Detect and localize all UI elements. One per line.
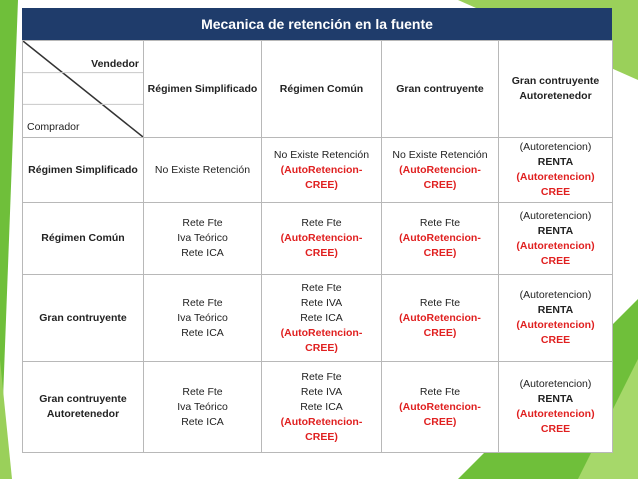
corner-cell: [23, 41, 144, 138]
cell-line: RENTA: [537, 393, 574, 405]
table-cell: [144, 138, 262, 203]
cell-line: CREE): [305, 430, 338, 443]
table-row: [23, 275, 613, 362]
header-row: [23, 41, 613, 138]
table-row: [23, 203, 613, 275]
cell-line: CREE): [305, 247, 338, 259]
cell-line: CREE): [423, 415, 457, 428]
row-header-gran-contruyente-autoretenedor: Gran contruyente Autoretenedor: [23, 362, 144, 453]
cell-line: CREE: [540, 334, 571, 346]
cell-line: Rete ICA: [300, 311, 343, 324]
cell-line: (Autoretencion): [516, 319, 595, 331]
table-cell: [144, 203, 262, 275]
table-cell: [382, 203, 499, 275]
table-cell: [262, 275, 382, 362]
retention-table: [22, 40, 613, 453]
table-row: [23, 362, 613, 453]
cell-line: Rete ICA: [181, 247, 224, 259]
cell-line: (AutoRetencion-: [399, 163, 481, 176]
cell-line: Rete ICA: [300, 400, 343, 413]
cell-line: (AutoRetencion-: [280, 163, 363, 176]
cell-line: Iva Teórico: [177, 400, 228, 413]
cell-line: (AutoRetencion-: [280, 232, 363, 244]
cell-line: No Existe Retención: [273, 148, 370, 161]
cell-line: CREE: [540, 186, 571, 198]
table-cell: [144, 275, 262, 362]
cell-line: CREE): [423, 247, 457, 259]
cell-line: (AutoRetencion-: [280, 326, 363, 339]
table-cell: [262, 362, 382, 453]
row-header-regimen-simplificado: Régimen Simplificado: [23, 138, 144, 203]
col-header-gran-contruyente-autoretenedor: Gran contruyente Autoretenedor: [499, 41, 613, 138]
cell-line: Rete Fte: [182, 385, 223, 398]
cell-line: (AutoRetencion-: [399, 232, 481, 244]
cell-line: No Existe Retención: [392, 148, 488, 161]
cell-line: CREE): [423, 326, 457, 339]
cell-line: Rete Fte: [419, 217, 461, 229]
cell-line: CREE: [540, 254, 571, 267]
cell-line: (Autoretencion): [519, 209, 592, 222]
cell-line: (AutoRetencion-: [399, 400, 481, 413]
table-row: [23, 138, 613, 203]
cell-line: (Autoretencion): [519, 141, 592, 153]
cell-line: Rete ICA: [181, 326, 224, 339]
table-cell: [382, 362, 499, 453]
cell-line: (AutoRetencion-: [280, 415, 363, 428]
table-cell: [499, 203, 613, 275]
cell-line: CREE): [305, 178, 338, 191]
cell-line: (AutoRetencion-: [399, 311, 481, 324]
cell-line: Rete ICA: [181, 415, 224, 428]
cell-line: CREE: [540, 423, 571, 435]
col-header-gran-contruyente: Gran contruyente: [382, 41, 499, 138]
table-cell: [262, 138, 382, 203]
cell-line: Rete Fte: [419, 296, 461, 309]
col-header-regimen-comun: Régimen Común: [262, 41, 382, 138]
cell-line: Rete Fte: [301, 217, 342, 229]
slide-accent-left-lower: [0, 360, 12, 479]
cell-line: CREE): [423, 178, 457, 191]
cell-line: RENTA: [537, 156, 574, 168]
table-cell: [499, 138, 613, 203]
table-title: Mecanica de retención en la fuente: [22, 8, 612, 40]
cell-line: (Autoretencion): [519, 378, 592, 390]
cell-line: Rete Fte: [182, 217, 223, 229]
cell-line: (Autoretencion): [519, 289, 592, 301]
table-cell: [499, 275, 613, 362]
cell-line: (Autoretencion): [516, 408, 595, 420]
cell-line: RENTA: [537, 304, 574, 316]
cell-line: (Autoretencion): [516, 171, 595, 183]
row-header-gran-contruyente: Gran contruyente: [23, 275, 144, 362]
cell-line: Iva Teórico: [177, 232, 228, 244]
cell-line: RENTA: [537, 224, 574, 237]
cell-line: Rete IVA: [300, 296, 343, 309]
cell-line: Rete Fte: [301, 281, 342, 294]
cell-line: (Autoretencion): [516, 239, 595, 252]
retention-table-panel: [22, 8, 612, 452]
cell-line: CREE): [305, 341, 338, 354]
row-header-regimen-comun: Régimen Común: [23, 203, 144, 275]
table-cell: [144, 362, 262, 453]
vendedor-label: Vendedor: [91, 58, 139, 70]
cell-line: Iva Teórico: [177, 311, 228, 324]
cell-line: Rete Fte: [419, 385, 461, 398]
table-cell: [382, 275, 499, 362]
cell-line: Rete Fte: [182, 296, 223, 309]
col-header-regimen-simplificado: Régimen Simplificado: [144, 41, 262, 138]
cell-line: No Existe Retención: [154, 163, 251, 176]
table-cell: [382, 138, 499, 203]
table-cell: [262, 203, 382, 275]
comprador-label: Comprador: [27, 121, 80, 133]
cell-line: Rete IVA: [300, 385, 343, 398]
table-cell: [499, 362, 613, 453]
cell-line: Rete Fte: [301, 370, 342, 383]
